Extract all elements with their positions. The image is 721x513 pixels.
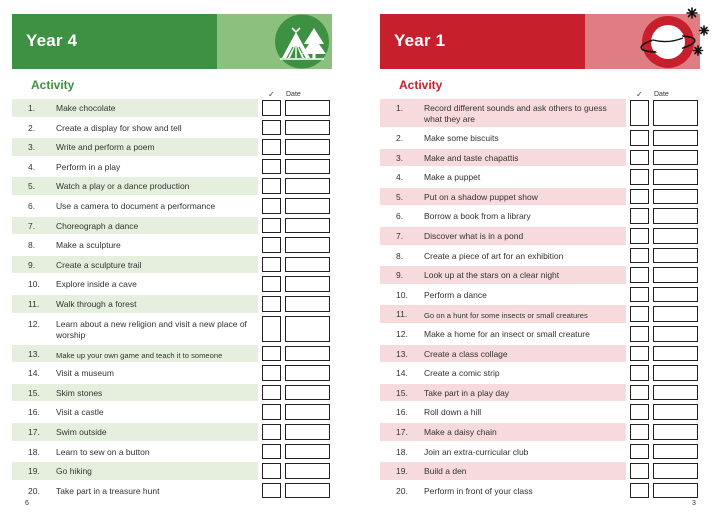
tick-box[interactable] — [630, 483, 649, 499]
tick-box[interactable] — [630, 267, 649, 283]
activity-row — [12, 422, 332, 442]
tick-box[interactable] — [262, 346, 281, 362]
activity-text: Borrow a book from a library — [424, 211, 531, 222]
activity-number: 18. — [396, 446, 408, 457]
tick-box[interactable] — [630, 326, 649, 342]
activity-text: Build a den — [424, 466, 467, 477]
activity-text: Make a daisy chain — [424, 426, 497, 437]
activity-number: 17. — [28, 426, 40, 437]
page-number: 3 — [692, 500, 696, 507]
activity-number: 20. — [28, 485, 40, 496]
activity-text: Watch a play or a dance production — [56, 181, 190, 192]
page-number: 6 — [25, 500, 29, 507]
activity-row — [380, 344, 700, 364]
activity-row — [380, 422, 700, 442]
activity-row — [12, 255, 332, 275]
tick-box[interactable] — [262, 237, 281, 253]
date-column-header: Date — [654, 91, 669, 98]
tick-box[interactable] — [630, 404, 649, 420]
activity-number: 1. — [396, 103, 404, 113]
date-box[interactable] — [653, 248, 698, 264]
tick-box[interactable] — [262, 276, 281, 292]
activity-text: Make up your own game and teach it to someone — [56, 350, 223, 360]
tick-box[interactable] — [262, 444, 281, 460]
date-box[interactable] — [285, 120, 330, 136]
activity-number: 11. — [28, 298, 40, 309]
activity-row — [380, 148, 700, 168]
date-box[interactable] — [653, 228, 698, 244]
tick-box[interactable] — [262, 463, 281, 479]
tick-box[interactable] — [630, 463, 649, 479]
activity-row — [12, 196, 332, 216]
tick-box[interactable] — [630, 424, 649, 440]
activity-text: Learn about a new religion and visit a new place of worship — [56, 318, 247, 340]
activity-number: 2. — [28, 122, 36, 133]
tick-column-header: ✓ — [636, 90, 643, 99]
year-4-page — [12, 0, 352, 513]
activity-row — [12, 274, 332, 294]
tick-box[interactable] — [262, 257, 281, 273]
activity-row — [380, 226, 700, 246]
tick-box[interactable] — [262, 198, 281, 214]
tick-column-header: ✓ — [268, 90, 275, 99]
date-box[interactable] — [653, 463, 698, 479]
year-1-page — [380, 0, 720, 513]
activity-text: Perform in front of your class — [424, 485, 533, 496]
tick-box[interactable] — [262, 159, 281, 175]
tick-box[interactable] — [262, 365, 281, 381]
activity-text: Make chocolate — [56, 103, 116, 113]
activity-text: Discover what is in a pond — [424, 230, 524, 241]
activity-text: Make a puppet — [424, 172, 481, 183]
tick-box[interactable] — [630, 208, 649, 224]
activity-number: 10. — [396, 289, 408, 300]
page-title: Year 4 — [26, 31, 78, 50]
activity-text: Perform in a play — [56, 161, 121, 172]
tick-box[interactable] — [630, 189, 649, 205]
activity-text: Record different sounds and ask others to guess what they are — [424, 103, 607, 124]
tick-box[interactable] — [630, 150, 649, 166]
activity-row — [12, 402, 332, 422]
activity-row — [380, 98, 700, 128]
activity-row — [380, 187, 700, 207]
activity-number: 15. — [28, 387, 40, 398]
activity-number: 9. — [28, 259, 36, 270]
activity-number: 1. — [28, 103, 36, 113]
activity-number: 19. — [396, 466, 408, 477]
activity-text: Create a sculpture trail — [56, 259, 142, 270]
date-box[interactable] — [285, 404, 330, 420]
date-box[interactable] — [285, 365, 330, 381]
date-box[interactable] — [653, 424, 698, 440]
activity-number: 5. — [28, 181, 36, 192]
activity-text: Roll down a hill — [424, 407, 482, 418]
tick-box[interactable] — [630, 365, 649, 381]
activity-number: 6. — [396, 211, 404, 222]
date-box[interactable] — [653, 444, 698, 460]
date-box[interactable] — [285, 463, 330, 479]
year-banner — [12, 14, 332, 69]
date-box[interactable] — [653, 483, 698, 499]
tick-box[interactable] — [262, 404, 281, 420]
tick-box[interactable] — [262, 424, 281, 440]
date-box[interactable] — [653, 267, 698, 283]
activity-row — [380, 324, 700, 344]
activity-number: 16. — [396, 407, 408, 418]
tick-box[interactable] — [262, 316, 281, 342]
activity-text: Perform a dance — [424, 289, 487, 300]
date-box[interactable] — [285, 276, 330, 292]
activity-row — [12, 363, 332, 383]
activity-number: 17. — [396, 426, 408, 437]
date-box[interactable] — [285, 159, 330, 175]
activity-number: 4. — [396, 172, 404, 183]
activity-row — [12, 157, 332, 177]
activity-row — [380, 383, 700, 403]
tick-box[interactable] — [630, 306, 649, 322]
activity-list — [12, 98, 332, 500]
date-box[interactable] — [285, 346, 330, 362]
activity-heading: Activity — [399, 78, 443, 92]
activity-row — [380, 206, 700, 226]
date-box[interactable] — [653, 404, 698, 420]
activity-row — [12, 481, 332, 501]
activity-row — [12, 461, 332, 481]
tick-box[interactable] — [630, 130, 649, 146]
activity-row — [12, 294, 332, 314]
date-box[interactable] — [285, 444, 330, 460]
activity-number: 2. — [396, 133, 404, 143]
activity-text: Write and perform a poem — [56, 142, 155, 153]
activity-number: 13. — [396, 348, 408, 359]
activity-row — [380, 442, 700, 462]
activity-row — [12, 314, 332, 344]
activity-number: 4. — [28, 161, 36, 172]
activity-row — [380, 128, 700, 148]
activity-row — [12, 137, 332, 157]
activity-row — [12, 344, 332, 364]
activity-number: 3. — [396, 152, 404, 163]
activity-number: 7. — [28, 220, 36, 231]
activity-number: 13. — [28, 348, 40, 359]
activity-text: Use a camera to document a performance — [56, 200, 216, 211]
activity-number: 14. — [396, 368, 408, 379]
date-box[interactable] — [285, 296, 330, 312]
tick-box[interactable] — [630, 287, 649, 303]
tick-box[interactable] — [630, 248, 649, 264]
activity-number: 5. — [396, 191, 404, 202]
tick-box[interactable] — [262, 218, 281, 234]
tick-box[interactable] — [262, 178, 281, 194]
activity-number: 15. — [396, 387, 408, 398]
activity-text: Take part in a play day — [424, 387, 510, 398]
date-box[interactable] — [285, 316, 330, 342]
activity-text: Walk through a forest — [56, 298, 137, 309]
activity-text: Create a display for show and tell — [56, 122, 182, 133]
activity-text: Go on a hunt for some insects or small creatures — [424, 311, 588, 321]
date-box[interactable] — [653, 169, 698, 185]
activity-text: Create a piece of art for an exhibition — [424, 250, 564, 261]
date-box[interactable] — [285, 483, 330, 499]
tick-box[interactable] — [630, 169, 649, 185]
activity-row — [380, 402, 700, 422]
activity-number: 6. — [28, 200, 36, 211]
activity-row — [12, 176, 332, 196]
date-box[interactable] — [653, 287, 698, 303]
activity-number: 14. — [28, 368, 40, 379]
tick-box[interactable] — [262, 100, 281, 116]
activity-number: 3. — [28, 142, 36, 153]
activity-row — [380, 481, 700, 501]
activity-row — [12, 98, 332, 118]
date-box[interactable] — [653, 306, 698, 322]
activity-text: Make a sculpture — [56, 240, 121, 251]
activity-number: 8. — [28, 240, 36, 251]
activity-number: 11. — [396, 309, 408, 320]
date-box[interactable] — [653, 100, 698, 126]
date-box[interactable] — [285, 198, 330, 214]
tent-and-tree-icon — [274, 14, 330, 69]
activity-row — [380, 363, 700, 383]
activity-text: Make some biscuits — [424, 133, 499, 143]
date-box[interactable] — [285, 424, 330, 440]
activity-text: Choreograph a dance — [56, 220, 139, 231]
activity-text: Go hiking — [56, 466, 92, 477]
activity-row — [380, 285, 700, 305]
date-box[interactable] — [653, 189, 698, 205]
date-box[interactable] — [285, 237, 330, 253]
date-box[interactable] — [653, 150, 698, 166]
tick-box[interactable] — [262, 120, 281, 136]
activity-text: Visit a museum — [56, 368, 114, 379]
activity-number: 12. — [28, 318, 40, 329]
activity-row — [380, 304, 700, 324]
activity-row — [12, 442, 332, 462]
activity-number: 16. — [28, 407, 40, 418]
tick-box[interactable] — [262, 296, 281, 312]
activity-text: Skim stones — [56, 387, 103, 398]
activity-row — [12, 118, 332, 138]
date-column-header: Date — [286, 91, 301, 98]
activity-text: Take part in a treasure hunt — [56, 485, 160, 496]
tick-box[interactable] — [630, 100, 649, 126]
date-box[interactable] — [653, 346, 698, 362]
activity-text: Look up at the stars on a clear night — [424, 270, 560, 281]
tick-box[interactable] — [262, 385, 281, 401]
date-box[interactable] — [653, 385, 698, 401]
tick-box[interactable] — [262, 483, 281, 499]
activity-number: 18. — [28, 446, 40, 457]
activity-row — [380, 246, 700, 266]
activity-text: Put on a shadow puppet show — [424, 191, 538, 202]
date-box[interactable] — [285, 218, 330, 234]
activity-text: Explore inside a cave — [56, 279, 137, 290]
activity-list — [380, 98, 700, 500]
activity-text: Create a class collage — [424, 348, 508, 359]
date-box[interactable] — [653, 130, 698, 146]
activity-text: Create a comic strip — [424, 368, 500, 379]
activity-number: 9. — [396, 270, 404, 281]
date-box[interactable] — [285, 139, 330, 155]
tick-box[interactable] — [262, 139, 281, 155]
activity-text: Visit a castle — [56, 407, 104, 418]
date-box[interactable] — [653, 326, 698, 342]
activity-text: Learn to sew on a button — [56, 446, 150, 457]
activity-number: 19. — [28, 466, 40, 477]
activity-heading: Activity — [31, 78, 75, 92]
activity-row — [12, 235, 332, 255]
activity-text: Make and taste chapattis — [424, 152, 519, 163]
activity-row — [380, 265, 700, 285]
activity-number: 12. — [396, 328, 408, 339]
date-box[interactable] — [285, 178, 330, 194]
activity-text: Swim outside — [56, 426, 107, 437]
activity-row — [380, 167, 700, 187]
activity-row — [12, 216, 332, 236]
planet-and-stars-icon — [636, 4, 716, 68]
tick-box[interactable] — [630, 385, 649, 401]
date-box[interactable] — [653, 365, 698, 381]
tick-box[interactable] — [630, 228, 649, 244]
tick-box[interactable] — [630, 346, 649, 362]
activity-number: 8. — [396, 250, 404, 261]
tick-box[interactable] — [630, 444, 649, 460]
activity-text: Join an extra-curricular club — [424, 446, 529, 457]
activity-row — [12, 383, 332, 403]
activity-text: Make a home for an insect or small creature — [424, 328, 590, 339]
page-title: Year 1 — [394, 31, 446, 50]
activity-number: 20. — [396, 485, 408, 496]
activity-number: 10. — [28, 279, 40, 290]
date-box[interactable] — [285, 100, 330, 116]
date-box[interactable] — [285, 385, 330, 401]
activity-number: 7. — [396, 230, 404, 241]
date-box[interactable] — [285, 257, 330, 273]
activity-row — [380, 461, 700, 481]
date-box[interactable] — [653, 208, 698, 224]
